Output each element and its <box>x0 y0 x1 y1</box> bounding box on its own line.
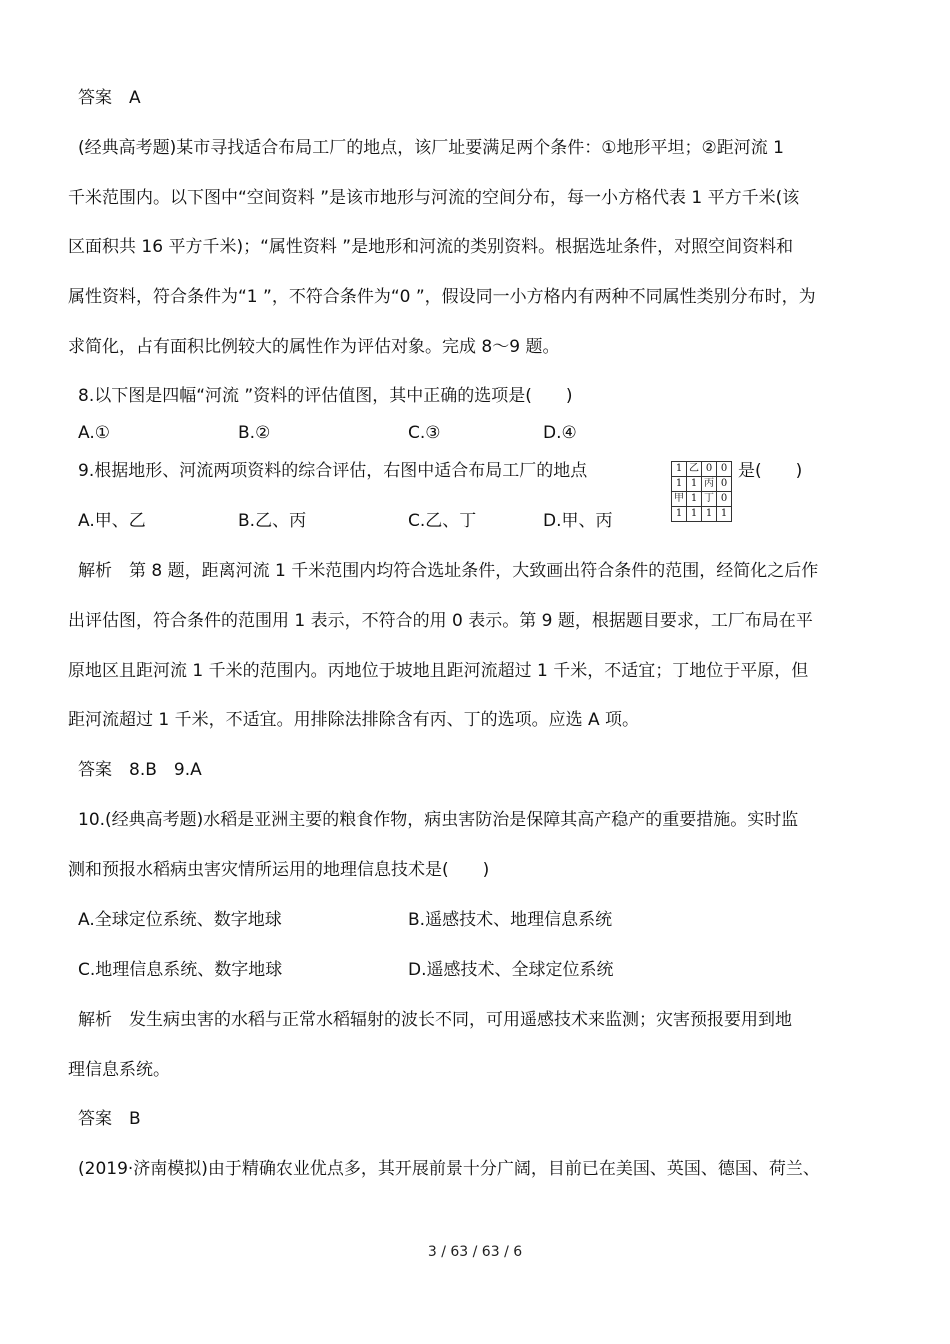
question-10-1: 10.(经典高考题)水稻是亚洲主要的粮食作物，病虫害防治是保障其高产稳产的重要措施。实时监 <box>78 810 799 830</box>
grid-cell: 1 <box>702 507 717 522</box>
q8-option-c: C.③ <box>408 423 441 443</box>
grid-cell: 1 <box>672 462 687 477</box>
analysis-2: 出评估图，符合条件的范围用 1 表示，不符合的用 0 表示。第 9 题，根据题目要求，工厂布局在平 <box>68 611 813 631</box>
line-answer-1: 答案 A <box>78 88 141 108</box>
q10-option-c: C.地理信息系统、数字地球 <box>78 960 283 980</box>
grid-cell: 丙 <box>702 477 717 492</box>
q10-option-d: D.遥感技术、全球定位系统 <box>408 960 614 980</box>
grid-cell: 1 <box>672 477 687 492</box>
q9-option-b: B.乙、丙 <box>238 511 307 531</box>
question-9: 9.根据地形、河流两项资料的综合评估，右图中适合布局工厂的地点 <box>78 461 588 481</box>
analysis-10-2: 理信息系统。 <box>68 1060 170 1080</box>
q10-option-a: A.全球定位系统、数字地球 <box>78 910 282 930</box>
answer-10: 答案 B <box>78 1109 141 1129</box>
line-intro-3: 区面积共 16 平方千米)；“属性资料 ”是地形和河流的类别资料。根据选址条件，对照空间资料和 <box>68 237 794 257</box>
grid-cell: 0 <box>702 462 717 477</box>
grid-cell: 1 <box>717 507 732 522</box>
grid-cell: 0 <box>717 462 732 477</box>
q9-option-a: A.甲、乙 <box>78 511 146 531</box>
question-9-tail: 是( ) <box>738 461 803 481</box>
grid-cell: 0 <box>717 477 732 492</box>
q8-option-a: A.① <box>78 423 110 443</box>
grid-cell: 丁 <box>702 492 717 507</box>
grid-cell: 1 <box>687 477 702 492</box>
answer-8-9: 答案 8.B 9.A <box>78 760 202 780</box>
line-intro-4: 属性资料，符合条件为“1 ”，不符合条件为“0 ”，假设同一小方格内有两种不同属性类别分布时，为 <box>68 287 816 307</box>
q8-option-d: D.④ <box>543 423 577 443</box>
grid-cell: 1 <box>672 507 687 522</box>
q9-option-d: D.甲、丙 <box>543 511 613 531</box>
line-intro-1: (经典高考题)某市寻找适合布局工厂的地点，该厂址要满足两个条件：①地形平坦；②距河流 1 <box>78 138 784 158</box>
page-number: 3 / 63 / 63 / 6 <box>427 1244 523 1260</box>
analysis-4: 距河流超过 1 千米，不适宜。用排除法排除含有丙、丁的选项。应选 A 项。 <box>68 710 640 730</box>
q9-option-c: C.乙、丁 <box>408 511 477 531</box>
question-10-2: 测和预报水稻病虫害灾情所运用的地理信息技术是( ) <box>68 860 490 880</box>
grid-cell: 乙 <box>687 462 702 477</box>
analysis-3: 原地区且距河流 1 千米的范围内。丙地位于坡地且距河流超过 1 千米，不适宜；丁地位于平原，但 <box>68 661 809 681</box>
grid-cell: 1 <box>687 492 702 507</box>
line-intro-2: 千米范围内。以下图中“空间资料 ”是该市地形与河流的空间分布，每一小方格代表 1 平方千米(该 <box>68 188 800 208</box>
question-8: 8.以下图是四幅“河流 ”资料的评估值图，其中正确的选项是( ) <box>78 386 573 406</box>
grid-cell: 1 <box>687 507 702 522</box>
next-question: (2019·济南模拟)由于精确农业优点多，其开展前景十分广阔，目前已在美国、英国、德国、荷兰、 <box>78 1159 820 1179</box>
line-intro-5: 求简化，占有面积比例较大的属性作为评估对象。完成 8～9 题。 <box>68 337 560 357</box>
analysis-1: 解析 第 8 题，距离河流 1 千米范围内均符合选址条件，大致画出符合条件的范围，经简化之后作 <box>78 561 819 581</box>
q10-option-b: B.遥感技术、地理信息系统 <box>408 910 613 930</box>
analysis-10-1: 解析 发生病虫害的水稻与正常水稻辐射的波长不同，可用遥感技术来监测；灾害预报要用到地 <box>78 1010 792 1030</box>
location-grid <box>671 461 732 522</box>
grid-cell: 甲 <box>672 492 687 507</box>
q8-option-b: B.② <box>238 423 271 443</box>
grid-cell: 0 <box>717 492 732 507</box>
